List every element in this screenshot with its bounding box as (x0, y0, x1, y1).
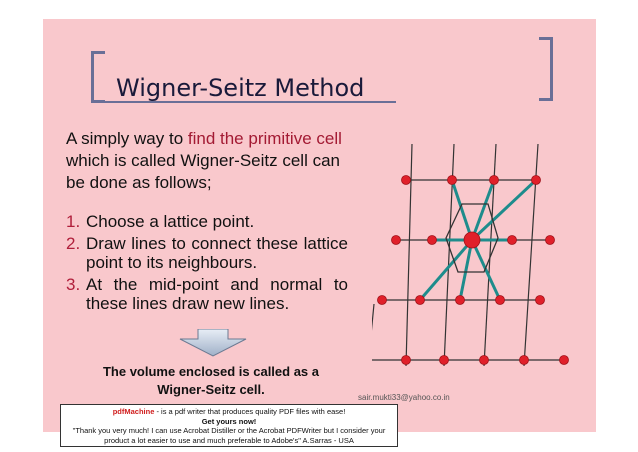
lattice-point (456, 296, 465, 305)
lattice-point (428, 236, 437, 245)
watermark-line-1 (61, 407, 397, 417)
intro-highlight-1: find the primitive (187, 129, 312, 148)
lattice-col-line (372, 304, 374, 366)
neighbour-line (472, 240, 500, 300)
lattice-point (440, 356, 449, 365)
lattice-point (520, 356, 529, 365)
lattice-point (416, 296, 425, 305)
watermark-tagline: - is a pdf writer that produces quality PDF files with ease! (154, 407, 346, 416)
neighbour-line (452, 180, 472, 240)
central-lattice-point (464, 232, 480, 248)
lattice-point (490, 176, 499, 185)
step-text: Choose a lattice point. (86, 212, 255, 231)
watermark-line-2: Get yours now! (201, 416, 257, 426)
conclusion-text: The volume enclosed is called as a Wigner-Seitz cell. (102, 364, 320, 397)
watermark-brand: pdfMachine (112, 407, 155, 416)
intro-paragraph (66, 128, 356, 194)
step-item (66, 212, 348, 231)
lattice-point (546, 236, 555, 245)
lattice-point (532, 176, 541, 185)
left-bracket-decoration (91, 51, 105, 103)
lattice-point (480, 356, 489, 365)
watermark-line-3: "Thank you very much! I can use Acrobat Distiller or the Acrobat PDFWriter but I consider your product a lot easier to use and much preferable to Adobe's" A.Sarras - USA (72, 426, 386, 445)
lattice-point (402, 356, 411, 365)
author-email: sair.mukti33@yahoo.co.in (358, 393, 450, 402)
slide-title: Wigner-Seitz Method (116, 74, 365, 102)
step-item (66, 275, 348, 313)
lattice-point (448, 176, 457, 185)
intro-highlight-2: cell (316, 129, 342, 148)
lattice-point (536, 296, 545, 305)
intro-text-2: which is called Wigner-Seitz cell can be done as follows; (66, 151, 340, 192)
step-item (66, 234, 348, 272)
step-number: 2. (66, 234, 81, 253)
step-text: Draw lines to connect these lattice point to its neighbours. (86, 234, 348, 272)
lattice-point (496, 296, 505, 305)
lattice-diagram (372, 144, 572, 368)
lattice-point (508, 236, 517, 245)
right-bracket-decoration (539, 37, 553, 101)
lattice-point (560, 356, 569, 365)
pdf-watermark-box (60, 404, 398, 447)
neighbour-line (420, 240, 472, 300)
step-text: At the mid-point and normal to these lines draw new lines. (86, 275, 348, 313)
step-number: 3. (66, 275, 81, 294)
step-number: 1. (66, 212, 81, 231)
lattice-point (392, 236, 401, 245)
down-arrow-icon (178, 329, 248, 357)
intro-text-1: A simply way to (66, 129, 188, 148)
lattice-point (402, 176, 411, 185)
lattice-point (378, 296, 387, 305)
steps-list (66, 212, 348, 316)
